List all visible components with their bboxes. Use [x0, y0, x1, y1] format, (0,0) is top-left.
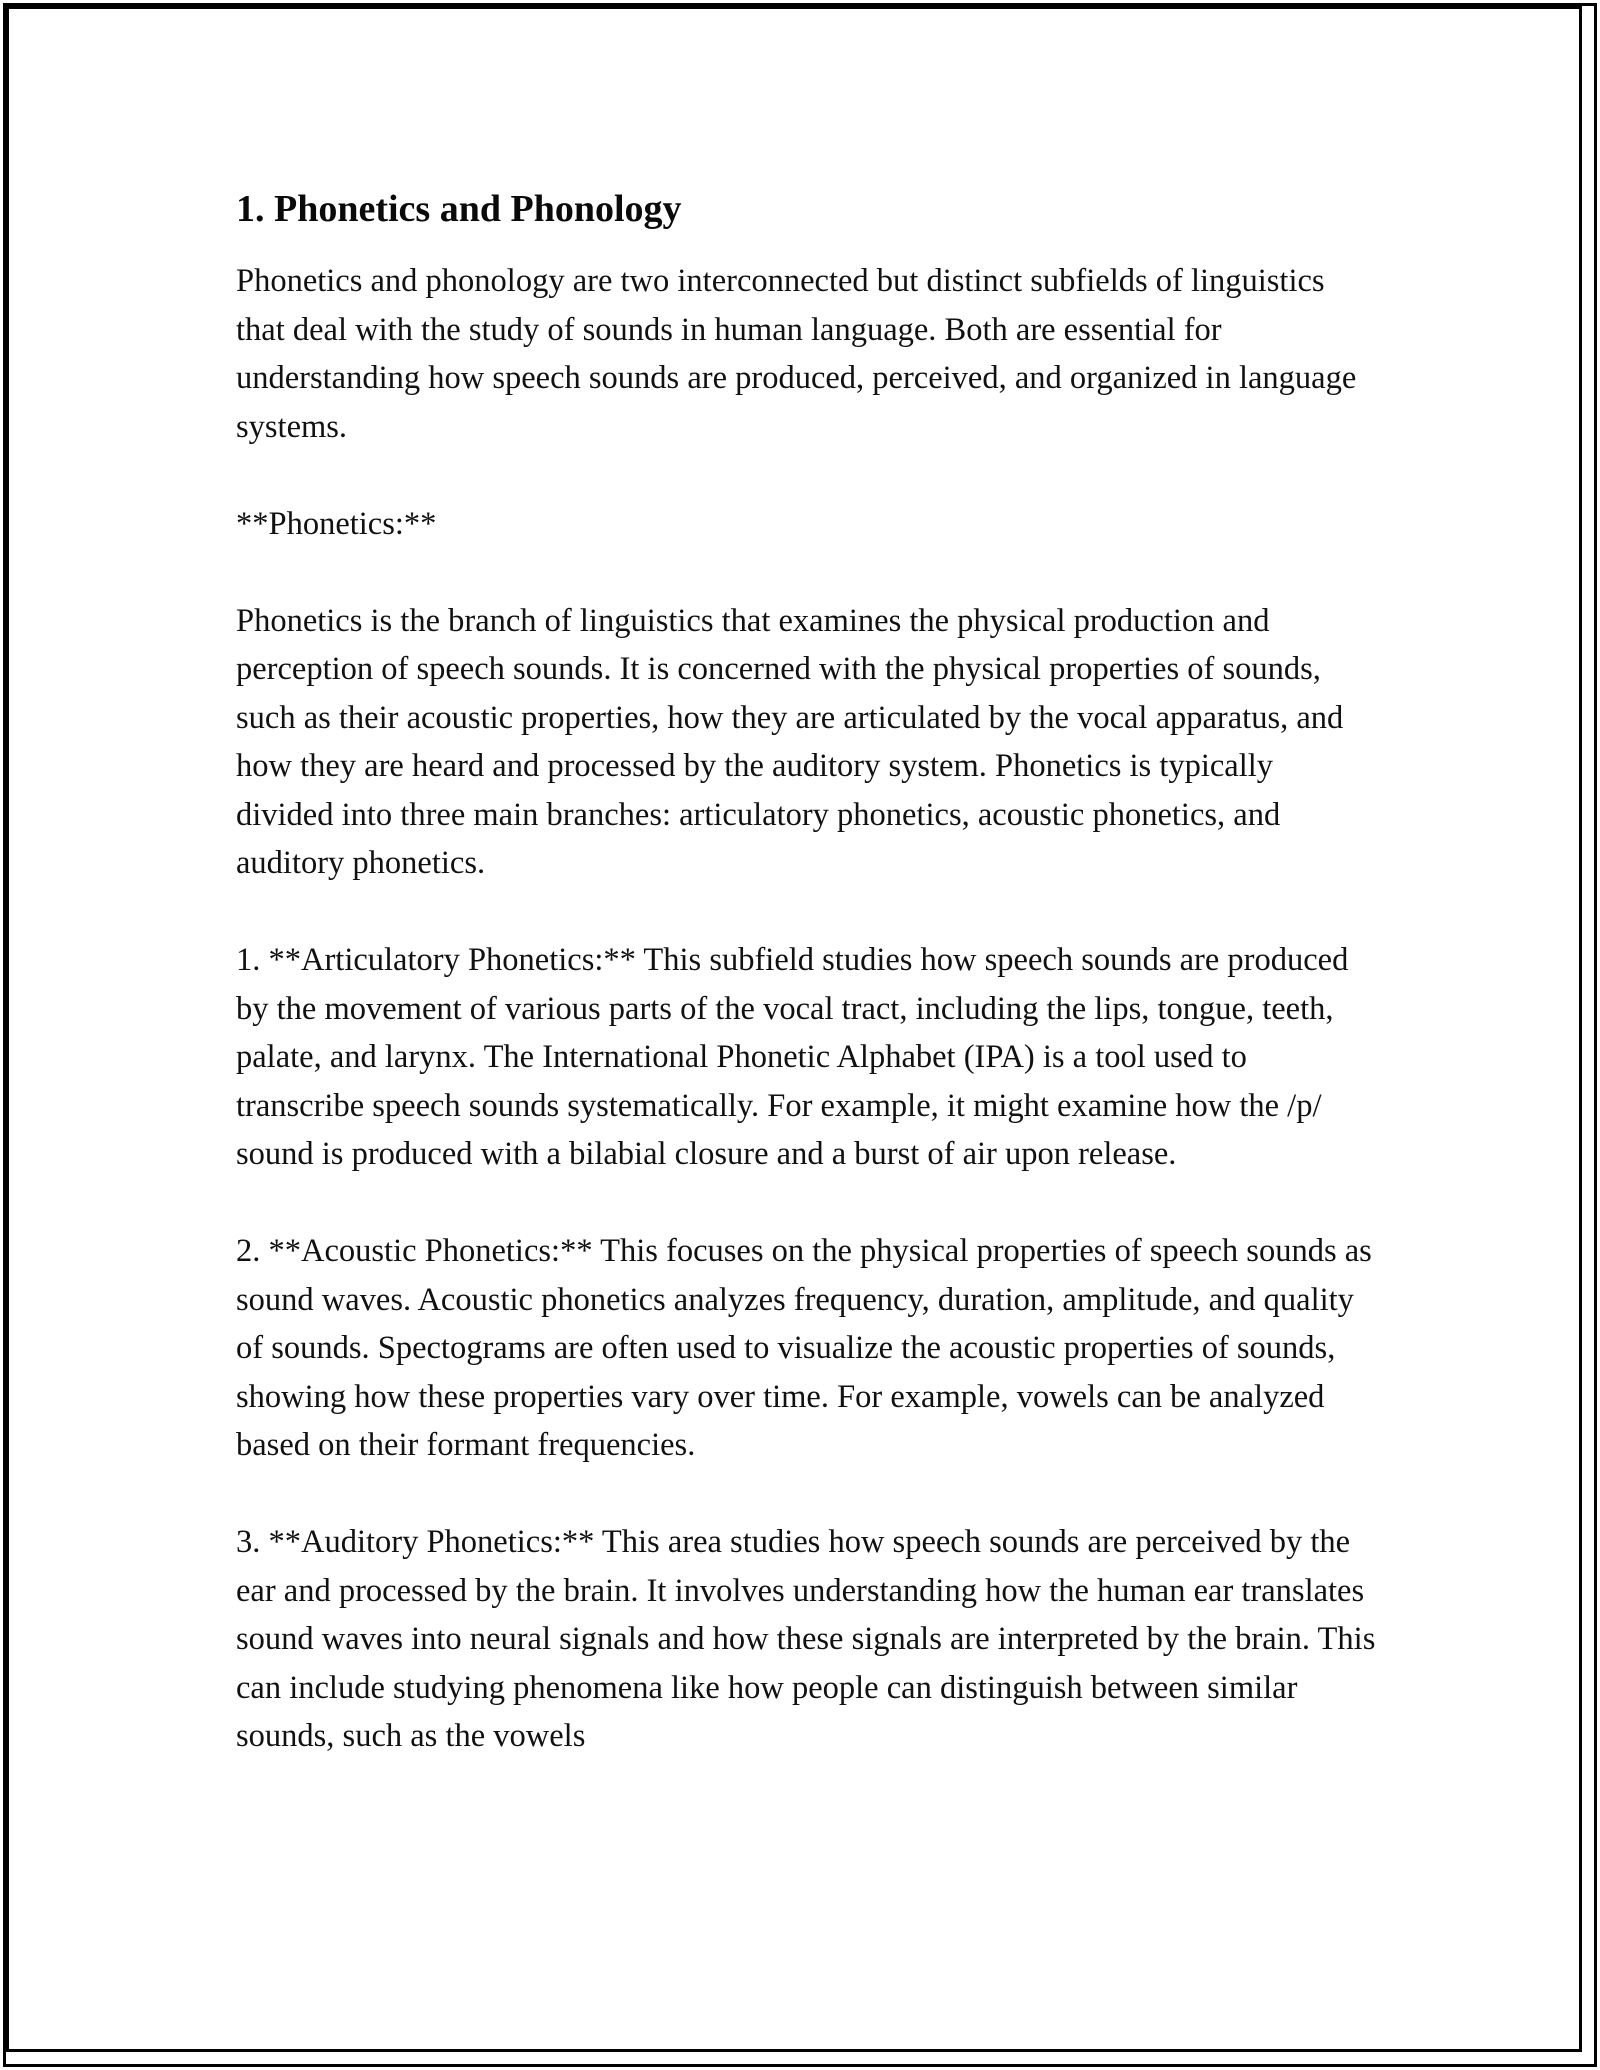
section-heading: 1. Phonetics and Phonology: [236, 188, 682, 230]
articulatory-phonetics-item: 1. **Articulatory Phonetics:** This subfield studies how speech sounds are produced by the movement of various parts of the vocal tract, including the lips, tongue, teeth, palate, and larynx. The International Phonetic Alphabet (IPA) is a tool used to transcribe speech sounds systematically. For example, it might examine how the /p/ sound is produced with a bilabial closure and a burst of air upon release.: [236, 942, 1349, 1172]
document-body: [236, 186, 1376, 1809]
auditory-phonetics-item: 3. **Auditory Phonetics:** This area studies how speech sounds are perceived by the ear and processed by the brain. It involves understanding how the human ear translates sound waves into neural signals and how these signals are interpreted by the brain. This can include studying phenomena like how people can distinguish between similar sounds, such as the vowels: [236, 1524, 1376, 1754]
phonetics-subheading: **Phonetics:**: [236, 505, 437, 542]
intro-paragraph: Phonetics and phonology are two interconnected but distinct subfields of linguistics that deal with the study of sounds in human language. Both are essential for understanding how speech sounds are produced, perceived, and organized in language systems.: [236, 263, 1357, 445]
phonetics-paragraph: Phonetics is the branch of linguistics that examines the physical production and perception of speech sounds. It is concerned with the physical properties of sounds, such as their acoustic properties, how they are articulated by the vocal apparatus, and how they are heard and processed by the auditory system. Phonetics is typically divided into three main branches: articulatory phonetics, acoustic phonetics, and auditory phonetics.: [236, 602, 1344, 881]
acoustic-phonetics-item: 2. **Acoustic Phonetics:** This focuses on the physical properties of speech sounds as sound waves. Acoustic phonetics analyzes frequency, duration, amplitude, and quality of sounds. Spectograms are often used to visualize the acoustic properties of sounds, showing how these properties vary over time. For example, vowels can be analyzed based on their formant frequencies.: [236, 1233, 1372, 1463]
